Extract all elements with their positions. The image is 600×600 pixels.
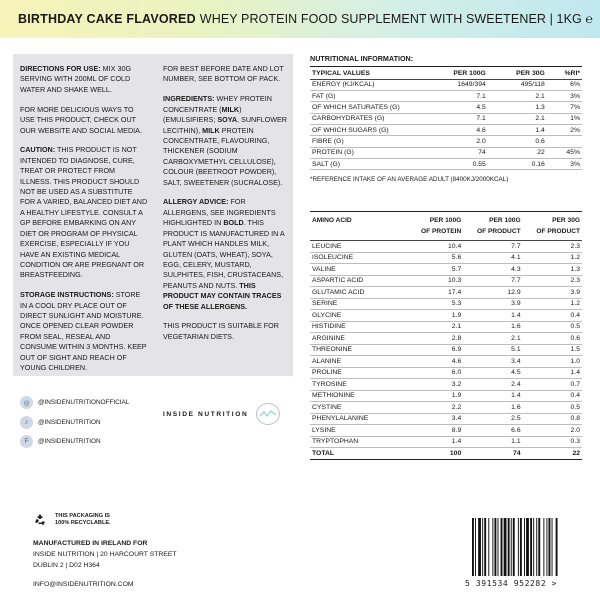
amino-row xyxy=(310,275,582,287)
brand-name: INSIDE NUTRITION xyxy=(163,410,249,418)
nutrition-cell: CARBOHYDRATES (G) xyxy=(310,113,422,124)
nutrition-row xyxy=(310,124,582,135)
nutrition-cell: 2.1 xyxy=(488,91,547,102)
amino-row xyxy=(310,252,582,264)
manufacturer-heading: MANUFACTURED IN IRELAND FOR xyxy=(33,540,148,547)
nutrition-row xyxy=(310,158,582,169)
amino-cell: 1.6 xyxy=(463,321,522,333)
amino-cell: 1.4 xyxy=(463,310,522,322)
amino-cell: 5.7 xyxy=(408,264,463,276)
header-amino-acid: AMINO ACID xyxy=(310,212,408,241)
nutrition-cell: 495/118 xyxy=(488,79,547,90)
amino-cell: GLUTAMIC ACID xyxy=(310,287,408,299)
amino-cell: LEUCINE xyxy=(310,241,408,253)
amino-row xyxy=(310,436,582,448)
amino-row xyxy=(310,264,582,276)
amino-cell: 2.0 xyxy=(523,425,582,437)
amino-cell: 1.9 xyxy=(408,310,463,322)
social-handle: @INSIDENUTRITION xyxy=(38,438,101,445)
amino-cell: 3.9 xyxy=(523,287,582,299)
ingredients-column xyxy=(163,64,287,352)
amino-cell: 3.4 xyxy=(463,356,522,368)
header-per-100g-product: PER 100G OF PRODUCT xyxy=(463,212,522,241)
directions-paragraph: DIRECTIONS FOR USE: MIX 30G SERVING WITH 200ML OF COLD WATER AND SHAKE WELL. xyxy=(20,64,132,94)
header-typical-values: TYPICAL VALUES xyxy=(310,68,422,79)
amino-cell: 1.4 xyxy=(523,367,582,379)
amino-cell: 5.6 xyxy=(408,252,463,264)
amino-cell: LYSINE xyxy=(310,425,408,437)
amino-row xyxy=(310,287,582,299)
nutrition-cell: 2% xyxy=(547,124,582,135)
amino-row xyxy=(310,390,582,402)
nutrition-cell: 6% xyxy=(547,79,582,90)
ingredients-paragraph: INGREDIENTS: WHEY PROTEIN CONCENTRATE (MILK) (EMULSIFIERS; SOYA, SUNFLOWER LECITHIN), MILK PROTEIN CONCENTRATE, FLAVOURING, THICKENER (SODIUM CARBOXYMETHYL CELLULOSE), COLOUR (BEETROOT POWDER), SALT, SWEETENER (SUCRALOSE). xyxy=(163,94,287,187)
amino-cell: 1.0 xyxy=(523,356,582,368)
amino-cell: 2.4 xyxy=(463,379,522,391)
nutrition-cell: 1% xyxy=(547,113,582,124)
amino-cell: TYROSINE xyxy=(310,379,408,391)
caution-paragraph: CAUTION: THIS PRODUCT IS NOT INTENDED TO DIAGNOSE, CURE, TREAT OR PROTECT FROM ILLNESS. THIS PRODUCT SHOULD NOT BE USED AS A SUBSTITUTE FOR A VARIED, BALANCED DIET AND A HEALTHY LIFESTYLE. CONSULT A GP BEFORE EMBARKING ON ANY DIET OR PROGRAM OF PHYSICAL EXERCISE, ESPECIALLY IF YOU HAVE AN EXISTING MEDICAL CONDITION OR ARE PREGNANT OR BREASTFEEDING. xyxy=(20,145,148,280)
amino-cell: 1.2 xyxy=(523,298,582,310)
recycle-icon xyxy=(33,513,47,527)
amino-cell: 6.0 xyxy=(408,367,463,379)
amino-row xyxy=(310,413,582,425)
nutrition-cell: PROTEIN (G) xyxy=(310,147,422,158)
header-per-100g: PER 100G xyxy=(422,68,488,79)
amino-cell: HISTIDINE xyxy=(310,321,408,333)
amino-total-cell: TOTAL xyxy=(310,448,408,460)
amino-cell: ALANINE xyxy=(310,356,408,368)
amino-cell: 1.9 xyxy=(408,390,463,402)
nutrition-cell: 74 xyxy=(422,147,488,158)
instagram-icon: ◎ xyxy=(20,396,33,409)
amino-cell: SERINE xyxy=(310,298,408,310)
nutrition-row xyxy=(310,113,582,124)
amino-cell: 0.7 xyxy=(523,379,582,391)
more-ways-paragraph: FOR MORE DELICIOUS WAYS TO USE THIS PRODUCT, CHECK OUT OUR WEBSITE AND SOCIAL MEDIA. xyxy=(20,104,142,135)
amino-cell: THREONINE xyxy=(310,344,408,356)
amino-cell: 2.2 xyxy=(408,402,463,414)
amino-row xyxy=(310,321,582,333)
amino-row xyxy=(310,367,582,379)
nutrition-cell: 3% xyxy=(547,158,582,169)
amino-cell: 12.9 xyxy=(463,287,522,299)
amino-cell: 5.1 xyxy=(463,344,522,356)
nutrition-header-row xyxy=(310,68,582,79)
nutrition-row xyxy=(310,91,582,102)
amino-cell: 17.4 xyxy=(408,287,463,299)
header-per-30g: PER 30G xyxy=(488,68,547,79)
amino-cell: 2.3 xyxy=(523,275,582,287)
storage-paragraph: STORAGE INSTRUCTIONS: STORE IN A COOL DRY PLACE OUT OF DIRECT SUNLIGHT AND MOISTURE. ONCE OPENED CLEAR POWDER FROM SEAL, RESEAL AND CONSUME WITHIN 3 MONTHS. KEEP OUT OF SIGHT AND REACH OF YOUNG CHILDREN. xyxy=(20,290,147,373)
amino-cell: CYSTINE xyxy=(310,402,408,414)
product-description-title: WHEY PROTEIN FOOD SUPPLEMENT WITH SWEETENER | 1KG ℮ xyxy=(199,12,594,26)
amino-cell: 2.5 xyxy=(463,413,522,425)
nutrition-cell: 1.4 xyxy=(488,124,547,135)
nutrition-cell: 2.0 xyxy=(422,136,488,147)
amino-cell: 2.1 xyxy=(408,321,463,333)
amino-row xyxy=(310,344,582,356)
amino-cell: 8.9 xyxy=(408,425,463,437)
amino-row xyxy=(310,241,582,253)
amino-cell: 6.6 xyxy=(463,425,522,437)
amino-row xyxy=(310,402,582,414)
amino-cell: 1.3 xyxy=(523,264,582,276)
nutrition-cell: 1.3 xyxy=(488,102,547,113)
amino-cell: ISOLEUCINE xyxy=(310,252,408,264)
amino-cell: 7.7 xyxy=(463,275,522,287)
amino-cell: 4.6 xyxy=(408,356,463,368)
manufacturer-address xyxy=(33,538,177,571)
nutrition-cell: 45% xyxy=(547,147,582,158)
nutrition-cell: 4.5 xyxy=(422,102,488,113)
header-per-100g-protein: PER 100G OF PROTEIN xyxy=(408,212,463,241)
nutrition-cell: 7% xyxy=(547,102,582,113)
amino-cell: 3.4 xyxy=(408,413,463,425)
amino-total-row xyxy=(310,448,582,460)
amino-cell: 5.3 xyxy=(408,298,463,310)
social-instagram[interactable] xyxy=(20,396,129,409)
facebook-icon: F xyxy=(20,435,33,448)
amino-row xyxy=(310,425,582,437)
nutrition-cell: 2.1 xyxy=(488,113,547,124)
nutrition-cell: 0.55 xyxy=(422,158,488,169)
amino-cell: 0.3 xyxy=(523,436,582,448)
nutrition-cell: 7.1 xyxy=(422,91,488,102)
amino-cell: 1.2 xyxy=(523,252,582,264)
amino-cell: 2.8 xyxy=(408,333,463,345)
product-title-banner xyxy=(0,0,600,38)
amino-total-cell: 74 xyxy=(463,448,522,460)
header-ri: %RI* xyxy=(547,68,582,79)
nutrition-section xyxy=(310,54,582,183)
amino-row xyxy=(310,298,582,310)
amino-cell: 1.4 xyxy=(463,390,522,402)
nutrition-cell: 22 xyxy=(488,147,547,158)
nutrition-cell: OF WHICH SATURATES (G) xyxy=(310,102,422,113)
amino-acid-table xyxy=(310,211,582,460)
nutrition-cell: SALT (G) xyxy=(310,158,422,169)
nutrition-cell: 0.16 xyxy=(488,158,547,169)
amino-cell: 0.4 xyxy=(523,390,582,402)
best-before-paragraph: FOR BEST BEFORE DATE AND LOT NUMBER, SEE BOTTOM OF PACK. xyxy=(163,64,284,84)
manufacturer-line: DUBLIN 2 | D02 H364 xyxy=(33,562,100,569)
amino-cell: TRYPTOPHAN xyxy=(310,436,408,448)
header-per-30g-product: PER 30G OF PRODUCT xyxy=(523,212,582,241)
nutrition-cell: 7.1 xyxy=(422,113,488,124)
amino-cell: PROLINE xyxy=(310,367,408,379)
amino-cell: 1.1 xyxy=(463,436,522,448)
social-handle: @INSIDENUTRITION xyxy=(38,419,101,426)
social-tiktok[interactable] xyxy=(20,416,101,429)
amino-cell: 7.7 xyxy=(463,241,522,253)
amino-cell: 0.4 xyxy=(523,310,582,322)
nutrition-row xyxy=(310,79,582,90)
directions-column xyxy=(20,64,148,383)
nutrition-table xyxy=(310,68,582,170)
amino-cell: 6.9 xyxy=(408,344,463,356)
amino-row xyxy=(310,379,582,391)
nutrition-cell: OF WHICH SUGARS (G) xyxy=(310,124,422,135)
amino-cell: ASPARTIC ACID xyxy=(310,275,408,287)
amino-row xyxy=(310,333,582,345)
amino-cell: 1.4 xyxy=(408,436,463,448)
amino-cell: 3.2 xyxy=(408,379,463,391)
amino-total-cell: 100 xyxy=(408,448,463,460)
nutrition-cell: 0.6 xyxy=(488,136,547,147)
ri-footnote: *REFERENCE INTAKE OF AN AVERAGE ADULT (8400KJ/2000KCAL) xyxy=(310,176,509,184)
amino-cell: 2.1 xyxy=(463,333,522,345)
amino-row xyxy=(310,356,582,368)
nutrition-row xyxy=(310,136,582,147)
nutrition-title: NUTRITIONAL INFORMATION: xyxy=(310,54,582,67)
amino-cell: 1.5 xyxy=(523,344,582,356)
barcode-number: 5 391534 952282 > xyxy=(465,579,558,588)
social-handle: @INSIDENUTRITIONOFFICIAL xyxy=(38,399,130,406)
recycle-text: THIS PACKAGING IS 100% RECYCLABLE. xyxy=(55,513,111,526)
nutrition-cell: FIBRE (G) xyxy=(310,136,422,147)
nutrition-row xyxy=(310,102,582,113)
product-flavor-title: BIRTHDAY CAKE FLAVORED xyxy=(18,12,196,26)
amino-row xyxy=(310,310,582,322)
amino-cell: GLYCINE xyxy=(310,310,408,322)
manufacturer-line: INSIDE NUTRITION | 20 HARCOURT STREET xyxy=(33,551,177,558)
recycling-notice xyxy=(33,513,111,527)
amino-cell: 3.9 xyxy=(463,298,522,310)
amino-total-cell: 22 xyxy=(523,448,582,460)
contact-email[interactable]: INFO@INSIDENUTRITION.COM xyxy=(33,581,134,588)
amino-header-row xyxy=(310,212,582,241)
nutrition-cell: 1649/394 xyxy=(422,79,488,90)
nutrition-cell: FAT (G) xyxy=(310,91,422,102)
amino-cell: METHIONINE xyxy=(310,390,408,402)
amino-cell: 0.5 xyxy=(523,321,582,333)
amino-cell: 10.4 xyxy=(408,241,463,253)
amino-cell: 4.3 xyxy=(463,264,522,276)
amino-cell: 2.3 xyxy=(523,241,582,253)
barcode-icon xyxy=(470,518,590,586)
amino-cell: ARGININE xyxy=(310,333,408,345)
amino-cell: 10.3 xyxy=(408,275,463,287)
brand-logo-icon xyxy=(256,403,280,425)
nutrition-cell: 3% xyxy=(547,91,582,102)
nutrition-cell: 4.6 xyxy=(422,124,488,135)
amino-cell: PHENYLALANINE xyxy=(310,413,408,425)
amino-cell: 4.5 xyxy=(463,367,522,379)
amino-cell: 1.6 xyxy=(463,402,522,414)
brand-mark xyxy=(163,403,280,425)
amino-cell: 0.6 xyxy=(523,333,582,345)
amino-cell: 0.8 xyxy=(523,413,582,425)
nutrition-cell: ENERGY (KJ/KCAL) xyxy=(310,79,422,90)
allergy-paragraph: ALLERGY ADVICE: FOR ALLERGENS, SEE INGREDIENTS HIGHLIGHTED IN BOLD. THIS PRODUCT IS MANUFACTURED IN A PLANT WHICH HANDLES MILK, GLUTEN (OATS, WHEAT), SOYA, EGG, CELERY, MUSTARD, SULPHITES, FISH, CRUSTACEANS, PEANUTS AND NUTS. THIS PRODUCT MAY CONTAIN TRACES OF THESE ALLERGENS. xyxy=(163,197,285,311)
social-facebook[interactable] xyxy=(20,435,101,448)
amino-cell: 0.5 xyxy=(523,402,582,414)
amino-cell: 4.1 xyxy=(463,252,522,264)
nutrition-cell xyxy=(547,136,582,147)
nutrition-row xyxy=(310,147,582,158)
tiktok-icon: ♪ xyxy=(20,416,33,429)
vegetarian-paragraph: THIS PRODUCT IS SUITABLE FOR VEGETARIAN DIETS. xyxy=(163,321,279,341)
amino-cell: VALINE xyxy=(310,264,408,276)
